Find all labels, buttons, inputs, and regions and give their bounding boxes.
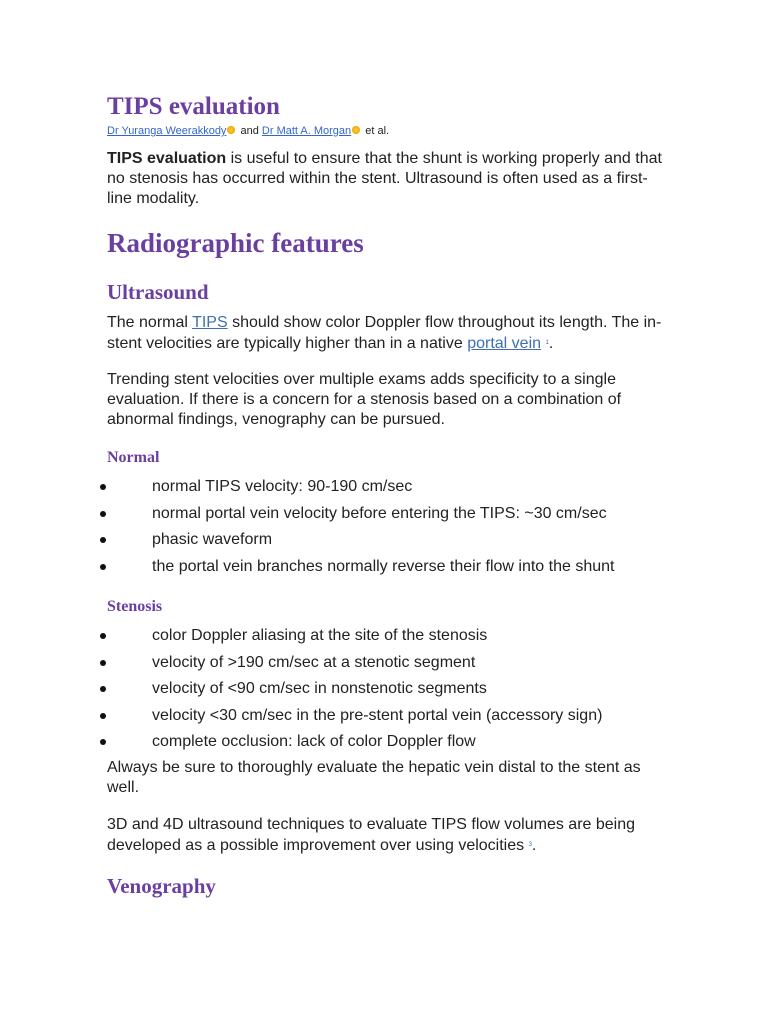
stenosis-list [100, 626, 700, 759]
list-item [100, 679, 700, 706]
author-badge-icon [352, 126, 360, 134]
bullet-icon [100, 660, 106, 666]
list-item [100, 732, 700, 759]
section-heading-radiographic: Radiographic features [107, 228, 364, 258]
list-item-text: normal portal vein velocity before entering the TIPS: ~30 cm/sec [152, 504, 607, 522]
text-fragment: The normal [107, 314, 193, 331]
list-item-text: velocity of >190 cm/sec at a stenotic segment [152, 653, 476, 671]
list-item [100, 653, 700, 680]
list-item-text: the portal vein branches normally reverse their flow into the shunt [152, 557, 615, 575]
text-fragment: . [548, 335, 554, 352]
text-fragment: . [531, 837, 537, 854]
bullet-icon [100, 511, 106, 517]
list-item [100, 477, 700, 504]
reference-marker[interactable]: 3 [528, 842, 532, 848]
3d-4d-paragraph [107, 815, 662, 856]
ultrasound-paragraph-2: Trending stent velocities over multiple exams adds specificity to a single evaluation. If there is a concern for a stenosis based on a combination of abnormal findings, venography can be pursued. [107, 371, 622, 428]
reference-marker[interactable]: 1 [545, 340, 549, 346]
bullet-icon [100, 484, 106, 490]
bullet-icon [100, 564, 106, 570]
text-fragment: should show color Doppler flow throughout its length. The in-stent velocities are typically higher than in a native [107, 314, 662, 352]
section-heading-ultrasound: Ultrasound [107, 280, 209, 304]
author-link-2[interactable]: Dr Matt A. Morgan [261, 125, 352, 137]
byline [107, 124, 389, 138]
ultrasound-paragraph-1 [107, 313, 662, 354]
list-item-text: phasic waveform [152, 531, 273, 548]
bullet-icon [100, 686, 106, 692]
author-link-1[interactable]: Dr Yuranga Weerakkody [107, 125, 227, 137]
byline-connector: and [237, 125, 262, 137]
tips-link[interactable]: TIPS [192, 314, 228, 331]
list-item-text: color Doppler aliasing at the site of the stenosis [152, 627, 488, 644]
list-item [100, 706, 700, 733]
text-fragment: 3D and 4D ultrasound techniques to evaluate TIPS flow volumes are being developed as a possible improvement over using velocities [107, 816, 636, 854]
list-item [100, 530, 700, 557]
hepatic-vein-paragraph: Always be sure to thoroughly evaluate the hepatic vein distal to the stent as well. [107, 759, 641, 796]
section-heading-venography: Venography [107, 874, 216, 898]
list-item [100, 626, 700, 653]
intro-bold-term: TIPS evaluation [107, 150, 227, 167]
list-item [100, 557, 700, 584]
bullet-icon [100, 537, 106, 543]
list-item-text: normal TIPS velocity: 90-190 cm/sec [152, 478, 413, 495]
subheading-stenosis: Stenosis [107, 598, 163, 615]
normal-list [100, 477, 700, 583]
intro-paragraph [107, 149, 662, 209]
list-item-text: velocity <30 cm/sec in the pre-stent portal vein (accessory sign) [152, 706, 603, 724]
portal-vein-link[interactable]: portal vein [467, 335, 542, 352]
bullet-icon [100, 633, 106, 639]
list-item-text: complete occlusion: lack of color Doppler flow [152, 733, 476, 750]
bullet-icon [100, 713, 106, 719]
byline-suffix: et al. [362, 125, 390, 137]
list-item-text: velocity of <90 cm/sec in nonstenotic segments [152, 680, 487, 697]
subheading-normal: Normal [107, 449, 160, 466]
bullet-icon [100, 739, 106, 745]
intro-text: is useful to ensure that the shunt is working properly and that no stenosis has occurred within the stent. Ultrasound is often used as a first-line modality. [107, 150, 662, 207]
author-badge-icon [227, 126, 235, 134]
list-item [100, 504, 700, 531]
page-title: TIPS evaluation [107, 93, 280, 120]
